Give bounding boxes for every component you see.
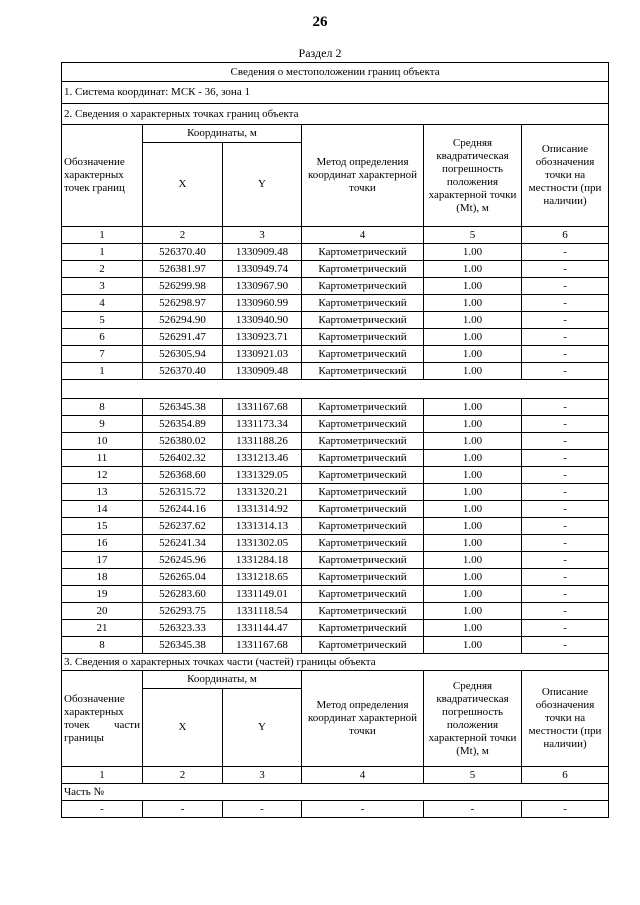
method-cell: Картометрический	[302, 535, 424, 552]
colnum-point-cell: 1	[62, 227, 143, 244]
method-cell: Картометрический	[302, 244, 424, 261]
error-cell: 1.00	[424, 416, 522, 433]
y-cell: 1330949.74	[223, 261, 302, 278]
y-cell: 1331188.26	[223, 433, 302, 450]
table-row	[62, 586, 609, 603]
y-cell: 1330960.99	[223, 295, 302, 312]
colnum-description-cell: 6	[522, 227, 609, 244]
part-method-cell: -	[302, 801, 424, 818]
description-cell: -	[522, 535, 609, 552]
y-cell: 1331167.68	[223, 637, 302, 654]
point-cell: 8	[62, 637, 143, 654]
point-cell: 7	[62, 346, 143, 363]
method-cell: Картометрический	[302, 552, 424, 569]
error-cell: 1.00	[424, 518, 522, 535]
table-row	[62, 399, 609, 416]
colnum-error-cell: 5	[424, 767, 522, 784]
part-description-cell: -	[522, 801, 609, 818]
column-numbers-row	[62, 227, 609, 244]
x-cell: 526345.38	[143, 637, 223, 654]
description-cell: -	[522, 312, 609, 329]
colnum-description-cell: 6	[522, 767, 609, 784]
header-designation: Обозначение характерных точек границ	[62, 125, 143, 227]
error-cell: 1.00	[424, 484, 522, 501]
colnum-error-cell: 5	[424, 227, 522, 244]
point-cell: 20	[62, 603, 143, 620]
error-cell: 1.00	[424, 278, 522, 295]
method-cell: Картометрический	[302, 467, 424, 484]
method-cell: Картометрический	[302, 261, 424, 278]
section-title: Раздел 2	[298, 46, 342, 60]
table-row	[62, 312, 609, 329]
error-cell: 1.00	[424, 552, 522, 569]
y-cell: 1331314.13	[223, 518, 302, 535]
y-cell: 1331173.34	[223, 416, 302, 433]
point-cell: 6	[62, 329, 143, 346]
description-cell: -	[522, 620, 609, 637]
error-cell: 1.00	[424, 399, 522, 416]
method-cell: Картометрический	[302, 620, 424, 637]
method-cell: Картометрический	[302, 346, 424, 363]
x-cell: 526323.33	[143, 620, 223, 637]
x-cell: 526381.97	[143, 261, 223, 278]
boundaries-table	[61, 62, 609, 818]
point-cell: 21	[62, 620, 143, 637]
x-cell: 526241.34	[143, 535, 223, 552]
point-cell: 11	[62, 450, 143, 467]
y-cell: 1331320.21	[223, 484, 302, 501]
method-cell: Картометрический	[302, 586, 424, 603]
point-cell: 2	[62, 261, 143, 278]
table-row	[62, 363, 609, 380]
point-cell: 8	[62, 399, 143, 416]
y-cell: 1330921.03	[223, 346, 302, 363]
point-cell: 4	[62, 295, 143, 312]
y-cell: 1330909.48	[223, 363, 302, 380]
x-cell: 526298.97	[143, 295, 223, 312]
y-cell: 1331284.18	[223, 552, 302, 569]
error-cell: 1.00	[424, 450, 522, 467]
description-cell: -	[522, 295, 609, 312]
y-cell: 1331213.46	[223, 450, 302, 467]
table-row	[62, 569, 609, 586]
part-x-cell: -	[143, 801, 223, 818]
error-cell: 1.00	[424, 261, 522, 278]
method-cell: Картометрический	[302, 363, 424, 380]
colnum-y-cell: 3	[223, 227, 302, 244]
y-cell: 1331218.65	[223, 569, 302, 586]
x-cell: 526380.02	[143, 433, 223, 450]
x-cell: 526237.62	[143, 518, 223, 535]
colnum-point-cell: 1	[62, 767, 143, 784]
description-cell: -	[522, 346, 609, 363]
table-row	[62, 501, 609, 518]
description-cell: -	[522, 329, 609, 346]
point-cell: 10	[62, 433, 143, 450]
method-cell: Картометрический	[302, 518, 424, 535]
table-row	[62, 467, 609, 484]
description-cell: -	[522, 450, 609, 467]
description-cell: -	[522, 501, 609, 518]
x-cell: 526291.47	[143, 329, 223, 346]
method-cell: Картометрический	[302, 484, 424, 501]
description-cell: -	[522, 399, 609, 416]
error-cell: 1.00	[424, 312, 522, 329]
header-x: X	[143, 143, 223, 227]
x-cell: 526299.98	[143, 278, 223, 295]
error-cell: 1.00	[424, 346, 522, 363]
x-cell: 526370.40	[143, 363, 223, 380]
table-row	[62, 295, 609, 312]
part-point-cell: -	[62, 801, 143, 818]
y-cell: 1330967.90	[223, 278, 302, 295]
table-row	[62, 518, 609, 535]
point-cell: 14	[62, 501, 143, 518]
x-cell: 526283.60	[143, 586, 223, 603]
table-row	[62, 637, 609, 654]
point-cell: 5	[62, 312, 143, 329]
x-cell: 526354.89	[143, 416, 223, 433]
table-row	[62, 552, 609, 569]
method-cell: Картометрический	[302, 312, 424, 329]
y-cell: 1331149.01	[223, 586, 302, 603]
x-cell: 526245.96	[143, 552, 223, 569]
part-header-description: Описание обозначения точки на местности (при наличии)	[522, 671, 609, 767]
table-row	[62, 346, 609, 363]
table-row	[62, 535, 609, 552]
error-cell: 1.00	[424, 244, 522, 261]
header-y: Y	[223, 143, 302, 227]
x-cell: 526305.94	[143, 346, 223, 363]
page-number: 26	[312, 14, 328, 30]
table-row	[62, 329, 609, 346]
part-data-row	[62, 801, 609, 818]
method-cell: Картометрический	[302, 637, 424, 654]
description-cell: -	[522, 603, 609, 620]
method-cell: Картометрический	[302, 278, 424, 295]
description-cell: -	[522, 433, 609, 450]
description-cell: -	[522, 363, 609, 380]
error-cell: 1.00	[424, 433, 522, 450]
y-cell: 1330940.90	[223, 312, 302, 329]
colnum-x-cell: 2	[143, 767, 223, 784]
error-cell: 1.00	[424, 329, 522, 346]
description-cell: -	[522, 552, 609, 569]
y-cell: 1330909.48	[223, 244, 302, 261]
y-cell: 1331118.54	[223, 603, 302, 620]
point-cell: 9	[62, 416, 143, 433]
method-cell: Картометрический	[302, 329, 424, 346]
point-cell: 1	[62, 363, 143, 380]
method-cell: Картометрический	[302, 603, 424, 620]
description-cell: -	[522, 261, 609, 278]
y-cell: 1331167.68	[223, 399, 302, 416]
x-cell: 526265.04	[143, 569, 223, 586]
part-column-numbers-row	[62, 767, 609, 784]
point-cell: 18	[62, 569, 143, 586]
description-cell: -	[522, 467, 609, 484]
description-cell: -	[522, 569, 609, 586]
method-cell: Картометрический	[302, 450, 424, 467]
error-cell: 1.00	[424, 603, 522, 620]
coord-system: 1. Система координат: МСК - 36, зона 1	[62, 82, 609, 104]
part-section-title: 3. Сведения о характерных точках части (частей) границы объекта	[62, 654, 609, 671]
part-label: Часть №	[62, 784, 609, 801]
y-cell: 1331144.47	[223, 620, 302, 637]
point-cell: 12	[62, 467, 143, 484]
method-cell: Картометрический	[302, 416, 424, 433]
header-coords: Координаты, м	[143, 125, 302, 143]
part-header-y: Y	[223, 689, 302, 767]
description-cell: -	[522, 518, 609, 535]
error-cell: 1.00	[424, 620, 522, 637]
separator-row	[62, 380, 609, 399]
table-row	[62, 484, 609, 501]
x-cell: 526368.60	[143, 467, 223, 484]
points-section-title: 2. Сведения о характерных точках границ объекта	[62, 104, 609, 125]
part-header-x: X	[143, 689, 223, 767]
point-cell: 17	[62, 552, 143, 569]
description-cell: -	[522, 484, 609, 501]
table-row	[62, 244, 609, 261]
table-row	[62, 278, 609, 295]
x-cell: 526402.32	[143, 450, 223, 467]
y-cell: 1331302.05	[223, 535, 302, 552]
method-cell: Картометрический	[302, 295, 424, 312]
table-row	[62, 433, 609, 450]
method-cell: Картометрический	[302, 399, 424, 416]
method-cell: Картометрический	[302, 569, 424, 586]
y-cell: 1330923.71	[223, 329, 302, 346]
colnum-method-cell: 4	[302, 767, 424, 784]
error-cell: 1.00	[424, 363, 522, 380]
x-cell: 526315.72	[143, 484, 223, 501]
header-error: Средняя квадратическая погрешность положения характерной точки (Mt), м	[424, 125, 522, 227]
point-cell: 16	[62, 535, 143, 552]
y-cell: 1331314.92	[223, 501, 302, 518]
header-method: Метод определения координат характерной точки	[302, 125, 424, 227]
table-row	[62, 620, 609, 637]
colnum-y-cell: 3	[223, 767, 302, 784]
x-cell: 526345.38	[143, 399, 223, 416]
part-header-designation: Обозначение характерных точек части границы	[62, 671, 143, 767]
point-cell: 19	[62, 586, 143, 603]
description-cell: -	[522, 244, 609, 261]
table-title: Сведения о местоположении границ объекта	[62, 63, 609, 82]
error-cell: 1.00	[424, 569, 522, 586]
x-cell: 526294.90	[143, 312, 223, 329]
table-row	[62, 261, 609, 278]
error-cell: 1.00	[424, 501, 522, 518]
part-y-cell: -	[223, 801, 302, 818]
x-cell: 526244.16	[143, 501, 223, 518]
table-row	[62, 416, 609, 433]
x-cell: 526293.75	[143, 603, 223, 620]
method-cell: Картометрический	[302, 433, 424, 450]
error-cell: 1.00	[424, 586, 522, 603]
x-cell: 526370.40	[143, 244, 223, 261]
part-header-coords: Координаты, м	[143, 671, 302, 689]
part-error-cell: -	[424, 801, 522, 818]
y-cell: 1331329.05	[223, 467, 302, 484]
method-cell: Картометрический	[302, 501, 424, 518]
point-cell: 1	[62, 244, 143, 261]
colnum-method-cell: 4	[302, 227, 424, 244]
error-cell: 1.00	[424, 637, 522, 654]
description-cell: -	[522, 586, 609, 603]
table-row	[62, 450, 609, 467]
part-header-error: Средняя квадратическая погрешность положения характерной точки (Mt), м	[424, 671, 522, 767]
description-cell: -	[522, 637, 609, 654]
description-cell: -	[522, 416, 609, 433]
point-cell: 15	[62, 518, 143, 535]
colnum-x-cell: 2	[143, 227, 223, 244]
table-row	[62, 603, 609, 620]
error-cell: 1.00	[424, 535, 522, 552]
point-cell: 13	[62, 484, 143, 501]
error-cell: 1.00	[424, 467, 522, 484]
point-cell: 3	[62, 278, 143, 295]
error-cell: 1.00	[424, 295, 522, 312]
part-header-method: Метод определения координат характерной точки	[302, 671, 424, 767]
header-description: Описание обозначения точки на местности (при наличии)	[522, 125, 609, 227]
description-cell: -	[522, 278, 609, 295]
